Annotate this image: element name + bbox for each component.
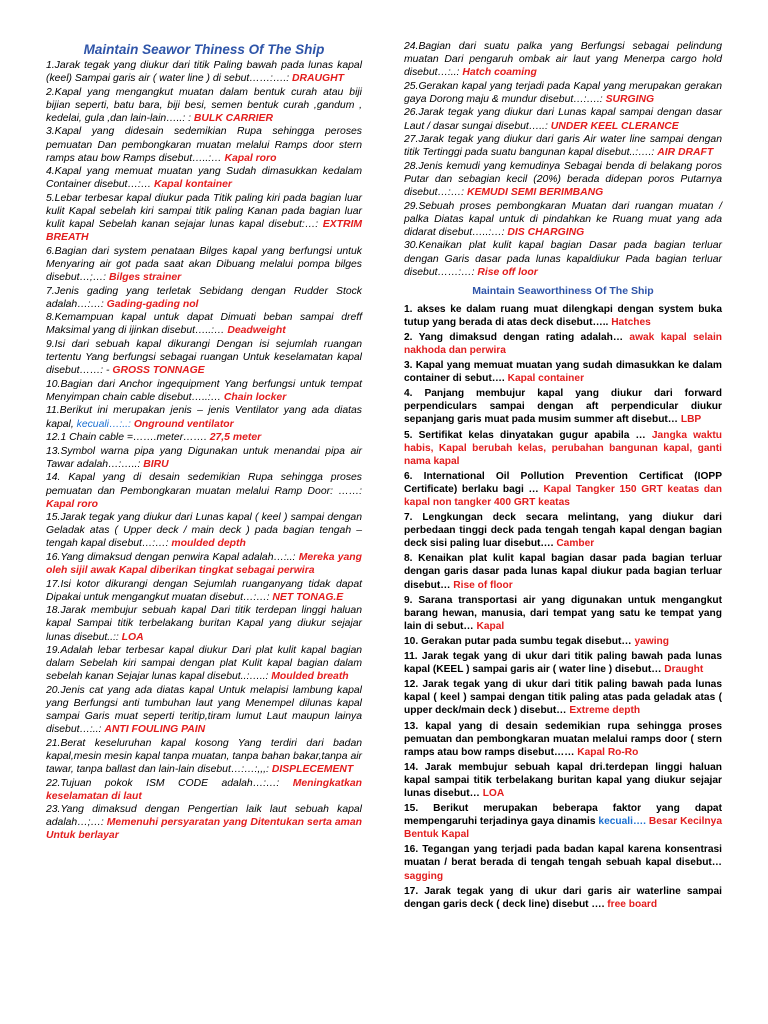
answer-text: Hatch coaming [462,67,537,79]
answer-text: Kapal kontainer [154,179,232,191]
question-text: 19.Adalah lebar terbesar kapal diukur Dari plat kulit kapal bagian dalam Sebelah kiri sampai dengan plat Kulit kapal bagian dalam sebelah kanan Sejajar lunas kapal disebut..:…..: [46,645,362,683]
question-item [46,684,362,736]
question-text: 15. Berikut merupakan beberapa faktor yang dapat mempengaruhi terjadinya gaya dinamis [404,803,722,828]
question-item [404,511,722,550]
question-text: 22.Tujuan pokok ISM CODE adalah…:…: [46,777,280,789]
right-column [404,40,722,913]
answer-text: Mereka yang oleh sijil awak Kapal diberikan tingkat sebagai perwira [46,551,363,577]
question-text: 16.Yang dimaksud dengan penwira Kapal adalah…:..: [46,551,296,563]
question-item [404,802,722,841]
question-item [46,471,362,510]
question-text: 26.Jarak tegak yang diukur dari Lunas kapal sampai dengan dasar Laut / dasar sungai disebut…..: [404,107,722,132]
answer-text: AIR DRAFT [657,147,714,159]
question-text: 8.Kemampuan kapal untuk dapat Dimuati beban sampai dreff Maksimal yang di ijinkan disebut…..:… [46,312,362,337]
question-item [404,239,722,278]
answer-text: sagging [404,870,444,882]
question-item [46,165,362,191]
answer-text: Kapal roro [224,152,277,164]
question-text: 30.Kenaikan plat kulit kapal bagian Dasar pada bagian terluar dengan Garis dasar pada lunas kapaldiukur Pada bagian terluar disebut……:…: [404,240,722,278]
question-item [404,200,722,239]
question-text: 27.Jarak tegak yang diukur dari garis Air water line sampai dengan titik Tertinggi pada suatu bangunan kapal disebut..:….: [404,134,722,159]
question-item [46,59,362,85]
question-item [404,470,722,509]
answer-text: LBP [680,414,702,426]
question-text: 14. Kapal yang di desain sedemikian Rupa sehingga proses pemuatan dan Pembongkaran muatan melalui Ramp Door: ……: [46,472,362,497]
answer-text: Moulded breath [271,671,349,683]
answer-text: yawing [634,635,669,647]
question-text: 13.Symbol warna pipa yang Digunakan untuk menandai pipa air Tawar adalah…:…..: [46,445,362,470]
answer-text: Kapal container [507,373,585,385]
question-item [404,720,722,759]
answer-text: LOA [121,631,144,643]
answer-text: DISPLECEMENT [271,763,354,775]
question-item [46,803,362,842]
question-item [46,86,362,125]
answer-text: Kapal Ro-Ro [577,746,639,758]
question-item [404,106,722,132]
question-text: 3.Kapal yang didesain sedemikian Rupa sehingga peroses pemuatan Dan pembongkaran muatan melalui Ramps door stern ramps atau bow Ramps disebut…..:… [46,126,362,164]
question-item [46,737,362,776]
question-text: 2.Kapal yang mengangkut muatan dalam bentuk curah atau biji bijian seperti, batu bara, biji besi, semen bentuk curah ,gandum , kedelai, gula ,dan lain-lain…..: : [46,86,362,124]
question-text: 29.Sebuah proses pembongkaran Muatan dari ruangan muatan / palka Diatas kapal untuk di pindahkan ke Ruang muat yang ada didarat disebut…..:…: [404,200,722,238]
question-text: 14. Jarak membujur sebuah kapal dri.terdepan linggi haluan kapal sampai titik terbelakang buritan kapal yang diukur sejajar lunas disebut… [404,761,722,799]
answer-text: Chain locker [223,391,287,403]
question-text: 25.Gerakan kapal yang terjadi pada Kapal yang merupakan gerakan gaya Dorong maju & mundur disebut…:….: [404,80,722,105]
question-item [46,578,362,604]
answer-text: GROSS TONNAGE [112,365,205,377]
question-text: 18.Jarak membujur sebuah kapal Dari titik terdepan linggi haluan kapal Sampai titik terbelakang buritan Kapal yang diukur sejajar lunas disebut..:: [46,605,362,643]
answer-text: Draught [664,664,704,676]
left-question-list [46,59,362,843]
question-text: 9.Isi dari sebuah kapal dikurangi Dengan isi sejumlah ruangan tertentu Yang berfungsi sebagai ruangan Untuk keselamatan kapal disebut……: - [46,338,362,377]
question-item [46,431,362,444]
answer-text: Besar Kecilnya Bentuk Kapal [404,816,722,841]
question-item [404,387,722,426]
question-text: 9. Sarana transportasi air yang digunakan untuk mengangkut barang hewan, manusia, dari tempat yang satu ke tempat yang lain di sebut… [404,594,722,632]
answer-text: BIRU [143,458,169,470]
question-item [404,331,722,357]
right-question-list [404,40,722,279]
question-text: 21.Berat keseluruhan kapal kosong Yang terdiri dari badan kapal,mesin mesin kapal tanpa muatan, tanpa bahan bakar,tanpa air tawar, tanpa ballast dan lain-lain disebut…:…:,,,: [46,737,362,775]
question-text: 4. Panjang membujur kapal yang diukur dari forward perpendiculars sampai dengan aft perpendicular diukur sepanjang garis muat pada musim summer aft disebut… [404,388,722,426]
question-item [404,160,722,199]
section-title: Maintain Seaworthiness Of The Ship [472,284,654,297]
question-item [404,303,722,329]
question-item [404,40,722,79]
question-item [404,635,722,648]
question-item [404,650,722,676]
answer-text: Hatches [611,316,651,328]
answer-text: NET TONAG.E [272,591,344,603]
question-text: 20.Jenis cat yang ada diatas kapal Untuk melapisi lambung kapal yang Berfungsi anti tumbuhan laut yang Menempel dilunas kapal sampai Garis muat seperti teritip,tiram lumut Laut maupun lainya disebut…:..: [46,684,362,736]
question-text: 24.Bagian dari suatu palka yang Berfungsi sebagai pelindung muatan Dari pengaruh ombak air laut yang Menerpa cargo hold disebut…:..: [404,41,722,79]
answer-text: ANTI FOULING PAIN [104,724,206,736]
answer-text: Onground ventilator [133,418,234,430]
answer-text: EXTRIM BREATH [46,219,363,244]
question-text: 13. kapal yang di desain sedemikian rupa sehingga proses pemuatan dan pembongkaran muatan melalui ramps door ( stern ramps atau bow ramps disebut…… [404,720,722,758]
question-item [404,678,722,717]
question-item [46,404,362,430]
question-item [46,192,362,244]
answer-text: Meningkatkan keselamatan di laut [46,777,363,802]
question-text: 8. Kenaikan plat kulit kapal bagian dasar pada bagian terluar dengan garis dasar pada lunas kapal diukur pada bagian terluar disebut… [404,553,722,591]
question-item [46,604,362,643]
question-text: 1.Jarak tegak yang diukur dari titik Paling bawah pada lunas kapal (keel) Sampai garis air ( water line ) di sebut……:….: [46,60,362,85]
exception-text: kecuali…. [598,816,646,828]
question-item [404,885,722,911]
answer-text: DIS CHARGING [507,226,585,238]
answer-text: Gading-gading nol [106,298,199,310]
answer-text: Rise of floor [453,579,513,591]
question-item [404,594,722,633]
exception-text: kecuali…:..: [76,418,131,430]
question-item [46,445,362,471]
question-item [46,777,362,803]
question-text: 17. Jarak tegak yang di ukur dari garis air waterline sampai dengan garis deck ( deck line) disebut …. [404,885,722,910]
question-item [46,551,362,577]
left-column [46,42,362,843]
question-text: 28.Jenis kemudi yang kemudinya Sebagai benda di belakang poros Putar dan sebagian kecil (20%) berada didepan poros Putarnya disebut…:…: [404,160,722,199]
answer-text: awak kapal selain nakhoda dan perwira [404,331,722,356]
question-text: 4.Kapal yang memuat muatan yang Sudah dimasukkan kedalam Container disebut…:… [46,166,362,191]
answer-text: Rise off loor [477,266,538,278]
question-text: 2. Yang dimaksud dengan rating adalah… [404,331,624,343]
answer-text: moulded depth [171,538,246,550]
question-text: 10.Bagian dari Anchor ingequipment Yang berfungsi untuk tempat Menyimpan chain cable disebut…..:… [46,378,362,403]
question-item [46,338,362,377]
answer-text: LOA [482,787,505,799]
question-text: 11. Jarak tegak yang di ukur dari titik paling bawah pada lunas kapal (KEEL ) sampai garis air ( water line ) disebut… [404,651,722,676]
question-item [46,125,362,164]
question-text: 5.Lebar terbesar kapal diukur pada Titik paling kiri pada bagian luar kulit Kapal sebelah kiri sampai titik paling Kanan pada bagian luar kulit kapal Sebelah kanan sejajar lunas kapal disebut:…: [46,192,362,231]
question-text: 11.Berikut ini merupakan jenis – jenis Ventilator yang ada diatas kapal, [46,405,362,430]
question-text: 6. International Oil Pollution Prevention Certificat (IOPP Certificate) berlaku bagi … [404,470,722,495]
question-text: 1. akses ke dalam ruang muat dilengkapi dengan system buka tutup yang berada di atas deck disebut….. [404,303,722,328]
question-text: 17.Isi kotor dikurangi dengan Sejumlah ruanganyang tidak dapat Dipakai untuk mengangkut muatan disebut…:…: [46,578,362,603]
question-item [46,644,362,683]
question-text: 23.Yang dimaksud dengan Pengertian laik laut sebuah kapal adalah…;…: [46,804,362,829]
question-item [46,311,362,337]
question-item [404,359,722,385]
question-item [46,511,362,550]
answer-text: free board [607,898,658,910]
question-text: 7.Jenis gading yang terletak Sebidang dengan Rudder Stock adalah…:…: [46,285,362,310]
question-text: 16. Tegangan yang terjadi pada badan kapal karena konsentrasi muatan / berat berada di tengah tengah sebuah kapal disebut… [404,844,722,869]
question-text: 6.Bagian dari system penataan Bilges kapal yang berfungsi untuk Menyaring air got pada saat akan Dibuang melalui pompa bilges disebut…;…: [46,245,362,283]
page-title: Maintain Seawor Thiness Of The Ship [83,42,325,57]
answer-text: DRAUGHT [292,73,344,85]
answer-text: Kapal roro [46,498,98,510]
question-item [404,843,722,882]
answer-text: 27,5 meter [209,432,262,444]
answer-text: SURGING [605,93,655,105]
question-text: 10. Gerakan putar pada sumbu tegak disebut… [404,635,632,647]
question-item [46,245,362,284]
answer-text: Camber [556,538,595,550]
question-item [404,429,722,468]
question-item [404,80,722,106]
question-text: 7. Lengkungan deck secara melintang, yang diukur dari perbedaan tinggi deck pada tengah tengah kapal dengan bagian deck sisi paling luar disebut…. [404,512,722,550]
question-item [404,552,722,591]
answer-text: Kapal [476,620,505,632]
answer-text: Bilges strainer [108,272,182,283]
answer-text: Memenuhi persyaratan yang Ditentukan serta aman Untuk berlayar [46,817,363,842]
answer-text: Extreme depth [569,705,641,717]
question-text: 3. Kapal yang memuat muatan yang sudah dimasukkan ke dalam container di sebut…. [404,360,722,385]
question-text: 5. Sertifikat kelas dinyatakan gugur apabila … [404,429,646,441]
answer-text: KEMUDI SEMI BERIMBANG [466,187,604,199]
answer-text: UNDER KEEL CLERANCE [550,120,679,132]
answer-text: BULK CARRIER [193,112,273,124]
question-text: 15.Jarak tegak yang diukur dari Lunas kapal ( keel ) sampai dengan Geladak atas ( Upper deck / main deck ) pada bagian tengah – tengah kapal disebut…:…: [46,512,362,550]
answer-text: Kapal Tangker 150 GRT keatas dan kapal non tangker 400 GRT keatas [404,483,722,508]
question-text: 12. Jarak tegak yang di ukur dari titik paling bawah pada lunas kapal ( keel ) sampai dengan titik paling atas pada geladak atas ( upper deck/main deck ) disebut… [404,679,722,717]
question-text: 12.1 Chain cable =…….meter……. [46,432,207,444]
question-item [46,285,362,311]
answer-text: Deadweight [227,325,286,337]
question-item [46,378,362,404]
numbered-question-list [404,303,722,911]
answer-text: Jangka waktu habis, Kapal berubah kelas, perubahan bangunan kapal, ganti nama kapal [404,429,723,467]
question-item [404,133,722,159]
question-item [404,761,722,800]
